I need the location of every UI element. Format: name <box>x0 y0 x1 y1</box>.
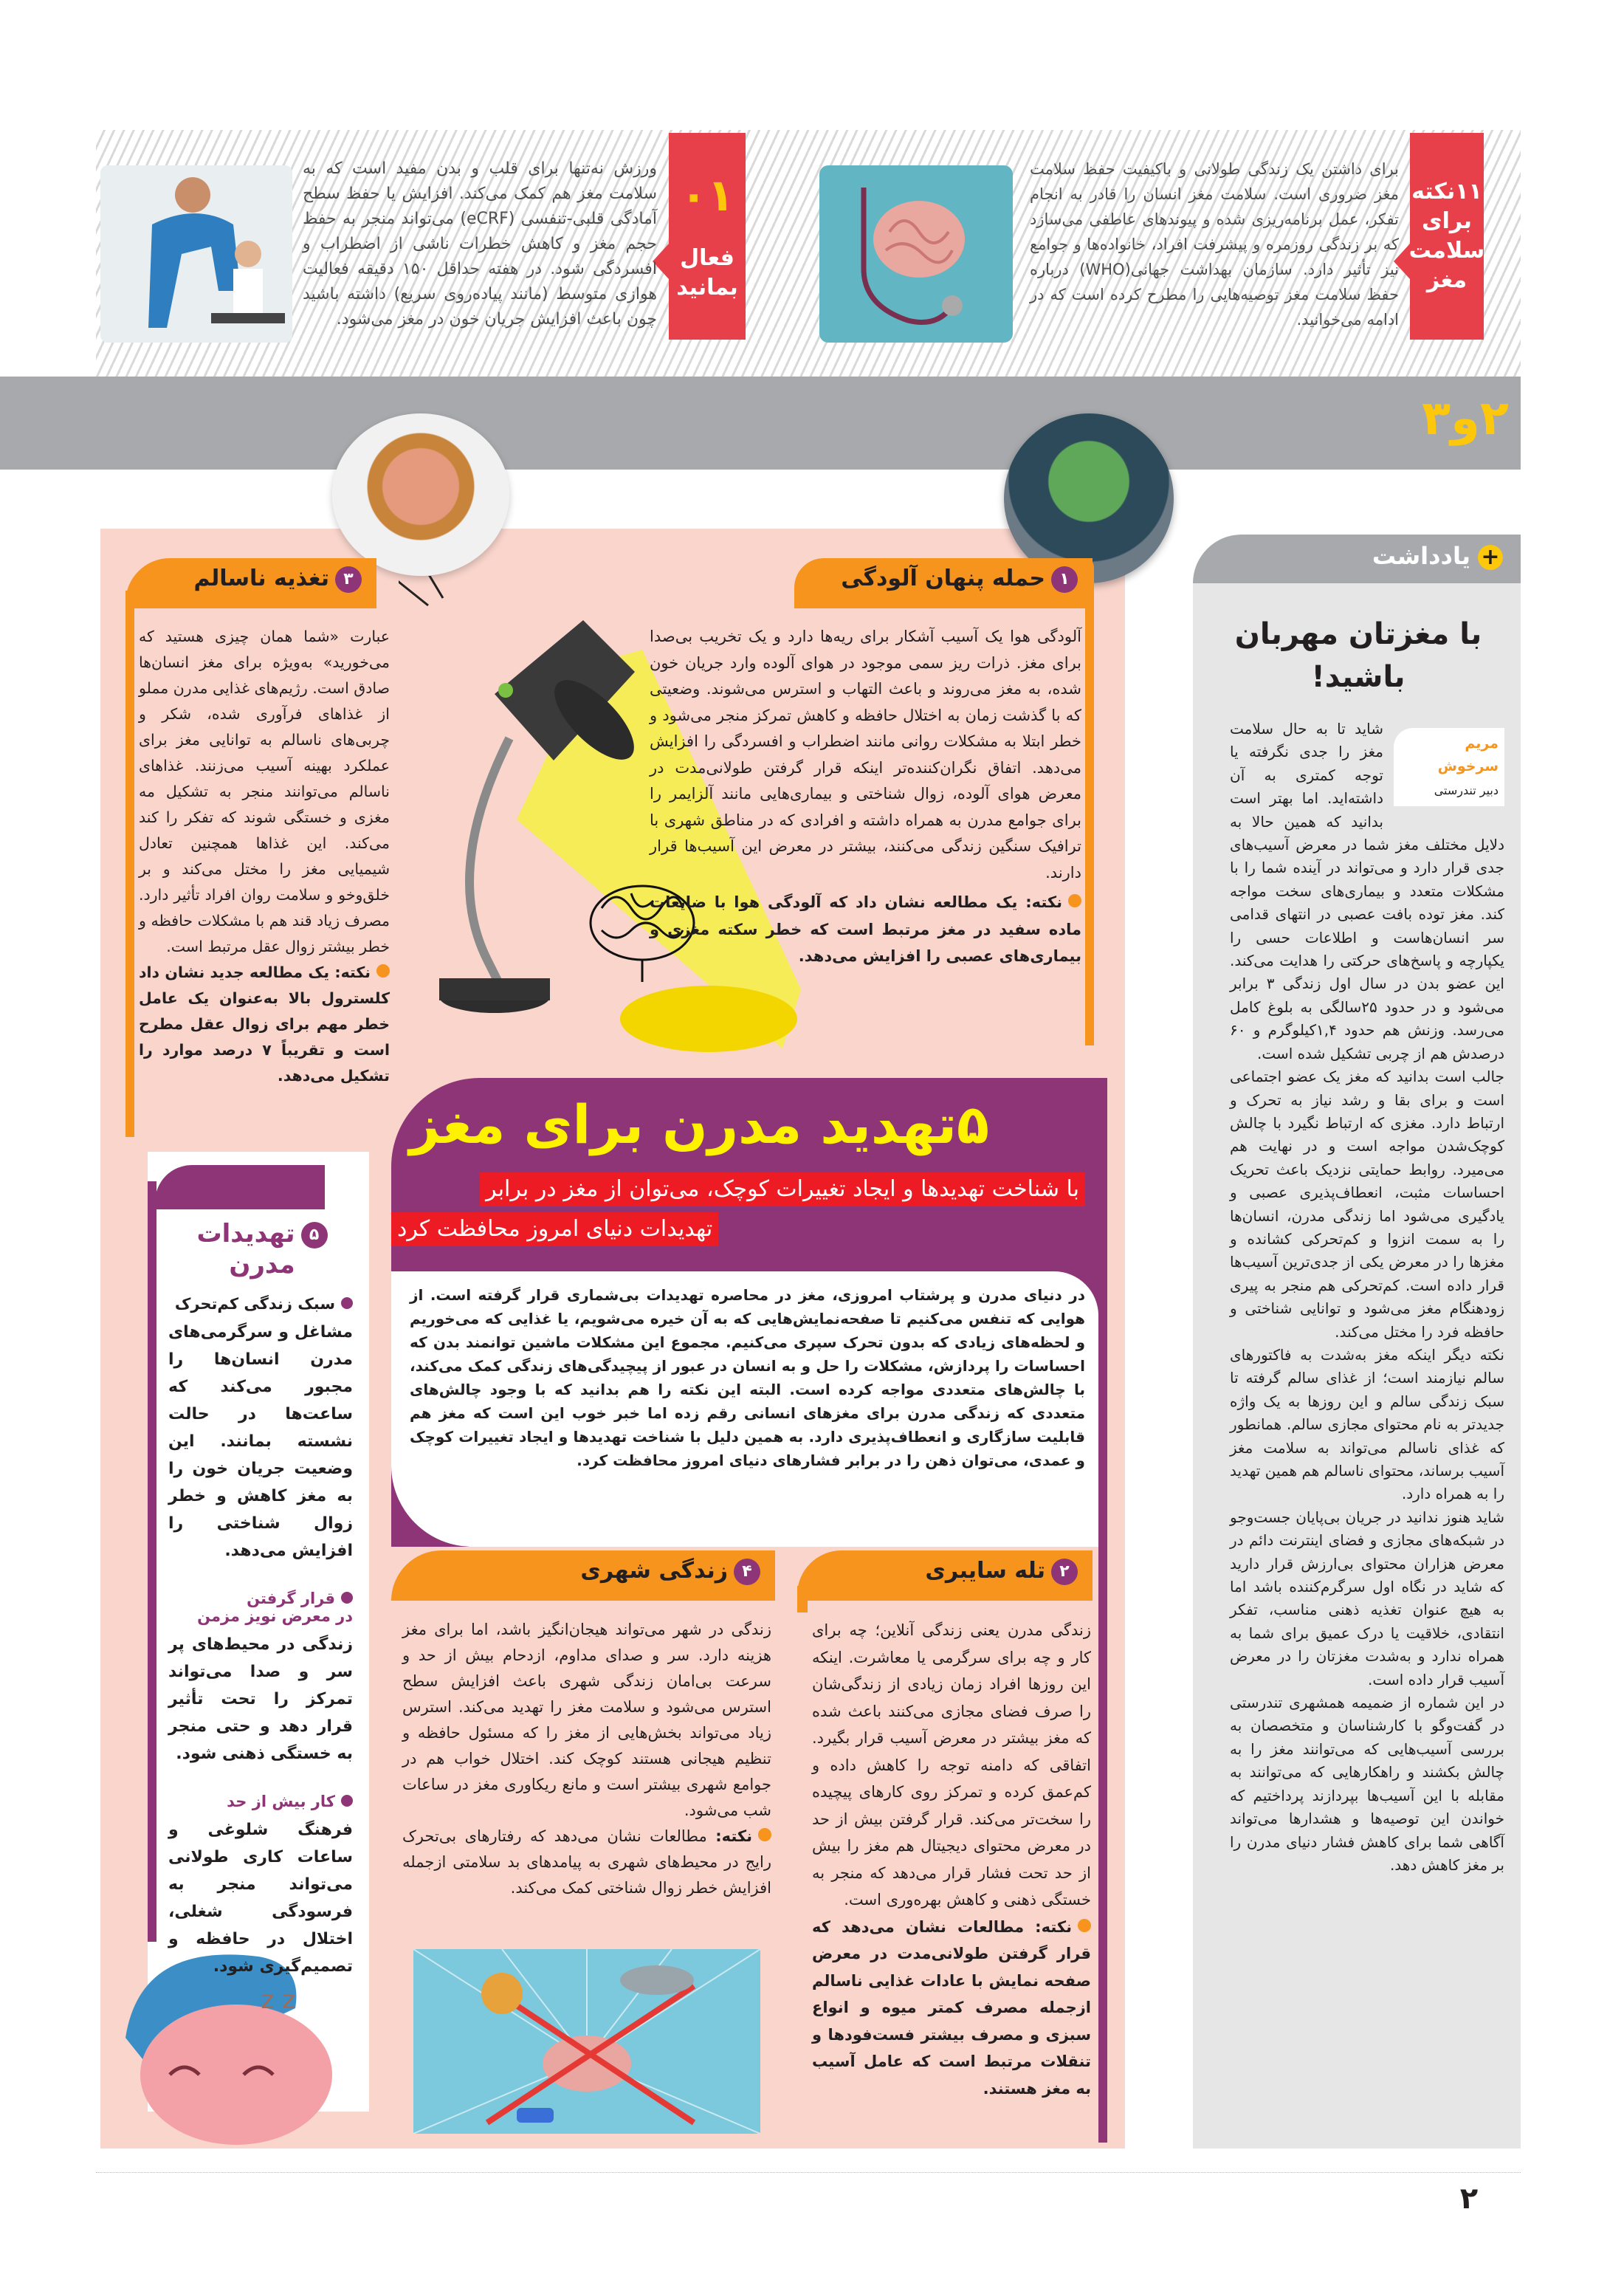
section-5-list <box>168 1285 353 1980</box>
section-5-number-badge: ۵ <box>301 1222 328 1248</box>
smog-cloud-icon <box>620 1965 694 1995</box>
section-4-number-badge: ۴ <box>734 1559 760 1585</box>
brain-icon <box>543 2036 631 2092</box>
sidebar-paragraph: جالب است بدانید که مغز یک عضو اجتماعی است و برای بقا و رشد نیاز به تحرک و ارتباط دارد. مغزی که ارتباط نگیرد با چالش کوچک‌شدن مواجه است و در نهایت هم می‌میرد. روابط حمایتی نزدیک باعث تحریک احساسات مثبت، انعطاف‌پذیری عصبی و یادگیری می‌شود اما زندگی مدرن، انسان‌ها را به سمت انزوا و کم‌تحرکی کشانده و مغزها را در معرض یکی از جدی‌ترین آسیب‌ها قرار داده است. کم‌تحرکی هم منجر به پیری زودهنگام مغز می‌شود و توانایی شناختی و حافظه فرد را مختل می‌کند. <box>1230 1068 1504 1341</box>
tip1-text: ورزش نه‌تنها برای قلب و بدن مفید است که به سلامت مغز هم کمک می‌کند. افزایش یا حفظ سطح آمادگی قلبی-تنفسی (eCRF) می‌تواند منجر به حفظ حجم مغز و کاهش خطرات ناشی از اضطراب و افسردگی شود. در هفته حداقل ۱۵۰ دقیقه فعالیت هوازی متوسط (مانند پیاده‌روی سریع) داشته باشید چون باعث افزایش جریان خون در مغز می‌شود. <box>303 159 658 329</box>
main-lead-text: در دنیای مدرن و پرشتاب امروزی، مغز در محاصره تهدیدات بی‌شماری قرار گرفته است. از هوایی که تنفس می‌کنیم تا صفحه‌نمایش‌هایی که به آن خیره می‌شویم، یا غذایی که می‌خوریم و لحظه‌های زیادی که بدون تحرک سپری می‌کنیم. مجموع این مشکلات ماشین توانمند بدن که احساسات را پردازش، مشکلات را حل و به انسان در عبور از پیچیدگی‌های زندگی کمک می‌کند، با چالش‌های متعددی مواجه کرده است. البته این نکته را هم بدانید که با وجود چالش‌های متعددی که زندگی مدرن برای مغزهای انسانی رقم زده اما خبر خوب این است که مغز هم قابلیت سازگاری و انعطاف‌پذیری دارد. به همین دلیل با شناخت تهدیدها و ایجاد تغییرات کوچک و عمدی، می‌توان ذهن را در برابر فشارهای دنیای امروز محافظت کرد. <box>410 1286 1085 1469</box>
s5-item-1-text: مشاغل و سرگرمی‌های مدرن انسان‌ها را مجبور می‌کند که ساعت‌ها در حالت نشسته بمانند. این وضعیت جریان خون را به مغز کاهش و خطر زوال شناختی را افزایش می‌دهد. <box>168 1323 353 1560</box>
section-5-tab <box>155 1165 325 1209</box>
sidebar-header <box>1193 535 1521 583</box>
author-name: مریم سرخوش <box>1437 735 1499 775</box>
section-3-title: تغذیه ناسالم <box>193 566 329 591</box>
brain-icon <box>819 165 1013 343</box>
sidebar-paragraph: شاید هنوز ندانید در جریان بی‌پایان جست‌وجو در شبکه‌های مجازی و فضای اینترنت دائم در معرض هزاران محتوای بی‌ارزش قرار دارید که شاید در نگاه اول سرگرم‌کننده باشد اما به هیچ عنوان تغذیه ذهنی مناسب، تفکر انتقادی، خلاقیت یا درک عمیق برای شما به همراه ندارد و به‌شدت مغزتان را در معرض آسیب قرار داده است. <box>1230 1508 1504 1689</box>
tip1-number: ۰۱ <box>680 170 734 221</box>
page-number: ۲ <box>1459 2182 1479 2216</box>
light-rays <box>399 576 443 605</box>
sidebar-paragraph: در این شماره از ضمیمه همشهری تندرستی در گفت‌وگو با کارشناسان و متخصصان به بررسی آسیب‌هایی که می‌توانند مغز را به چالش بکشند و راهکارهایی که می‌توانند به مقابله با این آسیب‌ها بپردازند پرداختیم که خواندن این توصیه‌ها و هشدارها می‌تواند آگاهی شما برای کاهش فشار دنیای مدرن را بر مغز کاهش دهد. <box>1230 1694 1504 1874</box>
brain-stethoscope-image <box>819 165 1013 343</box>
exercise-photo <box>100 165 292 343</box>
main-title: ۵تهدید مدرن برای مغز <box>409 1093 989 1155</box>
tips-intro-text: برای داشتن یک زندگی طولانی و باکیفیت حفظ سلامت مغز ضروری است. سلامت مغز انسان را قادر به انجام تفکر، عمل برنامه‌ریزی شده و پیوندهای عاطفی می‌سازد که بر زندگی روزمره و پیشرفت افراد، خانواده‌ها و جوامع نیز تأثیر دارد. سازمان بهداشت جهانی(WHO) درباره حفظ سلامت مغز توصیه‌هایی را مطرح کرده است که در ادامه می‌خوانید. <box>1030 160 1400 329</box>
section-4-note <box>402 1824 771 1901</box>
author-role: دبیر تندرستی <box>1434 783 1499 797</box>
s5-item-2-heading <box>168 1590 353 1625</box>
section-3-header <box>125 558 376 608</box>
section-pages-label: ۲و۳ <box>1422 391 1509 446</box>
section-3-note <box>139 960 390 1089</box>
section-1-border <box>1085 558 1094 1045</box>
s5-item-3-text: فرهنگ شلوغی و ساعات کاری طولانی می‌تواند منجر به فرسودگی شغلی، اختلال در حافظه و تصمیم‌گیری شود. <box>168 1821 353 1976</box>
s5-item-2-heading-text-2: در معرض نویز مزمن <box>197 1607 353 1625</box>
main-subtitle-line-1: با شناخت تهدیدها و ایجاد تغییرات کوچک، می‌توان از مغز در برابر <box>480 1172 1085 1206</box>
section-2-note <box>812 1914 1091 2103</box>
sidebar-title: با مغزتان مهربان باشید! <box>1234 617 1482 694</box>
author-box <box>1394 728 1504 806</box>
section-3-border <box>125 591 134 1137</box>
section-1-note-text: نکته: یک مطالعه نشان داد که آلودگی هوا با ضایعات ماده سفید در مغز مرتبط است که خطر سکته مغزی و بیماری‌های عصبی را افزایش می‌دهد. <box>650 893 1081 965</box>
section-5-title: تهدیدات مدرن <box>196 1219 295 1279</box>
s5-item-3-heading <box>168 1793 353 1810</box>
city-life-illustration <box>413 1949 760 2134</box>
bullet-icon <box>758 1828 771 1841</box>
section-2-border <box>1098 1493 1107 2143</box>
s5-item-1-heading <box>168 1295 353 1313</box>
sidebar-paragraph: نکته دیگر اینکه مغز به‌شدت به فاکتورهای سالم نیازمند است؛ از غذای سالم گرفته تا سبک زندگی سالم و این روزها به یک واژه جدیدتر به نام محتوای مجازی سالم. همانطور که غذای ناسالم می‌تواند به سلامت مغز آسیب برساند، محتوای ناسالم هم همین تهدید را به همراه دارد. <box>1230 1345 1504 1503</box>
section-band <box>0 377 1521 470</box>
sidebar-body <box>1230 718 1504 1877</box>
tip1-title: فعال بمانید <box>676 245 738 300</box>
tip1-badge <box>669 133 746 340</box>
s5-item-2-text: زندگی در محیط‌های پر سر و صدا می‌تواند تمرکز را تحت تأثیر قرار دهد و حتی منجر به خستگی ذهنی شود. <box>168 1635 353 1763</box>
bullet-icon <box>376 964 390 978</box>
section-2-number-badge: ۲ <box>1051 1559 1078 1585</box>
section-4-text: زندگی در شهر می‌تواند هیجان‌انگیز باشد، اما برای مغز هزینه دارد. سر و صدای مداوم، ازدحام بیش از حد و سرعت بی‌امان زندگی شهری باعث افزایش سطح استرس می‌شود و سلامت مغز را تهدید می‌کند. استرس زیاد می‌تواند بخش‌هایی از مغز را که مسئول حافظه و تنظیم هیجانی هستند کوچک کند. اختلال خواب هم در جوامع شهری بیشتر است و مانع ریکاوری مغز در ساعات شب می‌شود. <box>402 1621 771 1819</box>
section-2-title: تله سایبری <box>925 1558 1045 1584</box>
footer-divider <box>96 2172 1521 2173</box>
section-4-content <box>402 1617 771 1901</box>
section-4-title: زندگی شهری <box>580 1558 728 1584</box>
section-1-text: آلودگی هوا یک آسیب آشکار برای ریه‌ها دارد و یک تخریب بی‌صدا برای مغز. ذرات ریز سمی موجود در هوای آلوده وارد جریان خون شده، به مغز می‌روند و باعث التهاب و استرس می‌شوند. وضعیتی که با گذشت زمان به اختلال حافظه و کاهش تمرکز منجر می‌شود و خطر ابتلا به مشکلات روانی مانند اضطراب و افسردگی را افزایش می‌دهد. اتفاق نگران‌کننده‌تر اینکه قرار گرفتن طولانی‌مدت در معرض هوای آلوده، زوال شناختی و بیماری‌هایی مانند آلزایمر را برای جوامع مدرن به همراه داشته و افرادی که در مناطق شهری با ترافیک سنگین زندگی می‌کنند، بیشتر در معرض این آسیب‌ها قرار دارند. <box>650 628 1081 882</box>
tips-intro-title: ۱۱نکته برای سلامت مغز <box>1408 179 1485 293</box>
section-1-content <box>650 624 1081 970</box>
burger-brain-image <box>332 413 509 576</box>
section-2-note-text: نکته: مطالعات نشان می‌دهد که قرار گرفتن طولانی‌مدت در معرض صفحه نمایش با عادات غذایی ناسالم ازجمله مصرف کمتر میوه و انواع سبزی و مصرف بیشتر فست‌فودها و تنقلات مرتبط است که عامل آسیب به مغز هستند. <box>812 1917 1091 2098</box>
tips-intro-badge <box>1410 133 1484 340</box>
section-3-text: عبارت «شما همان چیزی هستید که می‌خورید» به‌ویژه برای مغز انسان‌ها صادق است. رژیم‌های غذایی مدرن مملو از غذاهای فرآوری شده، شکر و چربی‌های ناسالم به توانایی مغز برای عملکرد بهینه آسیب می‌زنند. غذاهای ناسالم می‌توانند منجر به تشکیل مه مغزی و خستگی شوند که تفکر را کند می‌کند. این غذاها همچنین تعادل شیمیایی مغز را مختل می‌کند و بر خلق‌وخو و سلامت روان افراد تأثیر دارد. مصرف زیاد قند هم با مشکلات حافظه و خطر بیشتر زوال عقل مرتبط است. <box>139 628 390 955</box>
main-subtitle <box>391 1172 1085 1252</box>
fast-food-icon <box>481 1973 523 2014</box>
s5-item-3-heading-text: کار بیش از حد <box>227 1793 335 1810</box>
sidebar-section-label: یادداشت <box>1372 542 1470 570</box>
bullet-icon <box>1068 894 1081 907</box>
section-3-content <box>139 624 390 1089</box>
section-4-header <box>391 1550 775 1601</box>
light-pool <box>620 986 797 1052</box>
main-subtitle-line-2: تهدیدات دنیای امروز محافظت کرد <box>391 1212 718 1246</box>
section-2-text: زندگی مدرن یعنی زندگی آنلاین؛ چه برای کار و چه برای سرگرمی یا معاشرت. اینکه این روزها افراد زمان زیادی از زندگی‌شان را صرف فضای مجازی می‌کنند باعث شده که مغز بیشتر در معرض آسیب قرار بگیرد. اتفاقی که دامنه توجه را کاهش داده و کم‌عمق کرده و تمرکز روی کارهای پیچیده را سخت‌تر می‌کند. قرار گرفتن بیش از حد در معرض محتوای دیجیتال هم مغز را بیش از حد تحت فشار قرار می‌دهد که منجر به خستگی ذهنی و کاهش بهره‌وری است. <box>812 1621 1091 1909</box>
car-icon <box>517 2108 554 2123</box>
section-1-header <box>794 558 1093 608</box>
section-1-title: حمله پنهان آلودگی <box>841 566 1045 591</box>
section-4-note-label: نکته: <box>715 1827 752 1845</box>
section-2-header <box>797 1550 1093 1601</box>
section-1-number-badge: ۱ <box>1051 566 1078 593</box>
bullet-icon <box>341 1592 353 1604</box>
s5-item-2-heading-text: قرار گرفتن <box>247 1590 335 1607</box>
lamp-base <box>439 978 550 1000</box>
s5-item-1-heading-text: سبک زندگی کم‌تحرک <box>174 1295 335 1313</box>
bullet-icon <box>341 1297 353 1309</box>
bullet-icon <box>341 1795 353 1807</box>
section-5-border <box>148 1181 156 1942</box>
people-exercising-icon <box>100 165 292 343</box>
section-2-content <box>812 1617 1091 2102</box>
plus-icon: + <box>1478 545 1503 570</box>
section-3-note-text: نکته: یک مطالعه جدید نشان داد کلسترول بالا به‌عنوان یک عامل خطر مهم برای زوال عقل مطرح است و تقریباً ۷ درصد موارد را تشکیل می‌دهد. <box>139 963 390 1085</box>
section-3-number-badge: ۳ <box>335 566 362 593</box>
section-5-header <box>162 1218 362 1280</box>
section-4-note-text: مطالعات نشان می‌دهد که رفتارهای بی‌تحرک رایج در محیط‌های شهری به پیامدهای بد سلامتی ازجمله افزایش خطر زوال شناختی کمک می‌کند. <box>402 1827 771 1897</box>
bullet-icon <box>1078 1919 1091 1932</box>
sidebar-paragraph: شاید تا به حال سلامت مغز را جدی نگرفته یا توجه کمتری به آن داشته‌اید. اما بهتر است بدانید که همین حالا به دلایل مختلف مغز شما در معرض آسیب‌های جدی قرار دارد و می‌تواند در آینده شما را با مشکلات متعدد و بیماری‌های سخت مواجه کند. مغز توده بافت عصبی در انتهای قدامی سر انسان‌هاست و اطلاعات حسی را یکپارچه و پاسخ‌های حرکتی را هدایت می‌کند. این عضو بدن در سال اول زندگی ۳ برابر می‌شود و در حدود ۲۵سالگی به بلوغ کامل می‌رسد. وزنش هم حدود ۱,۴کیلوگرم و ۶۰ درصدش هم از چربی تشکیل شده است. <box>1230 720 1505 1062</box>
snore-z-icon: z z <box>261 1985 295 2015</box>
section-2-corner <box>797 1586 808 1612</box>
section-1-note <box>650 889 1081 970</box>
